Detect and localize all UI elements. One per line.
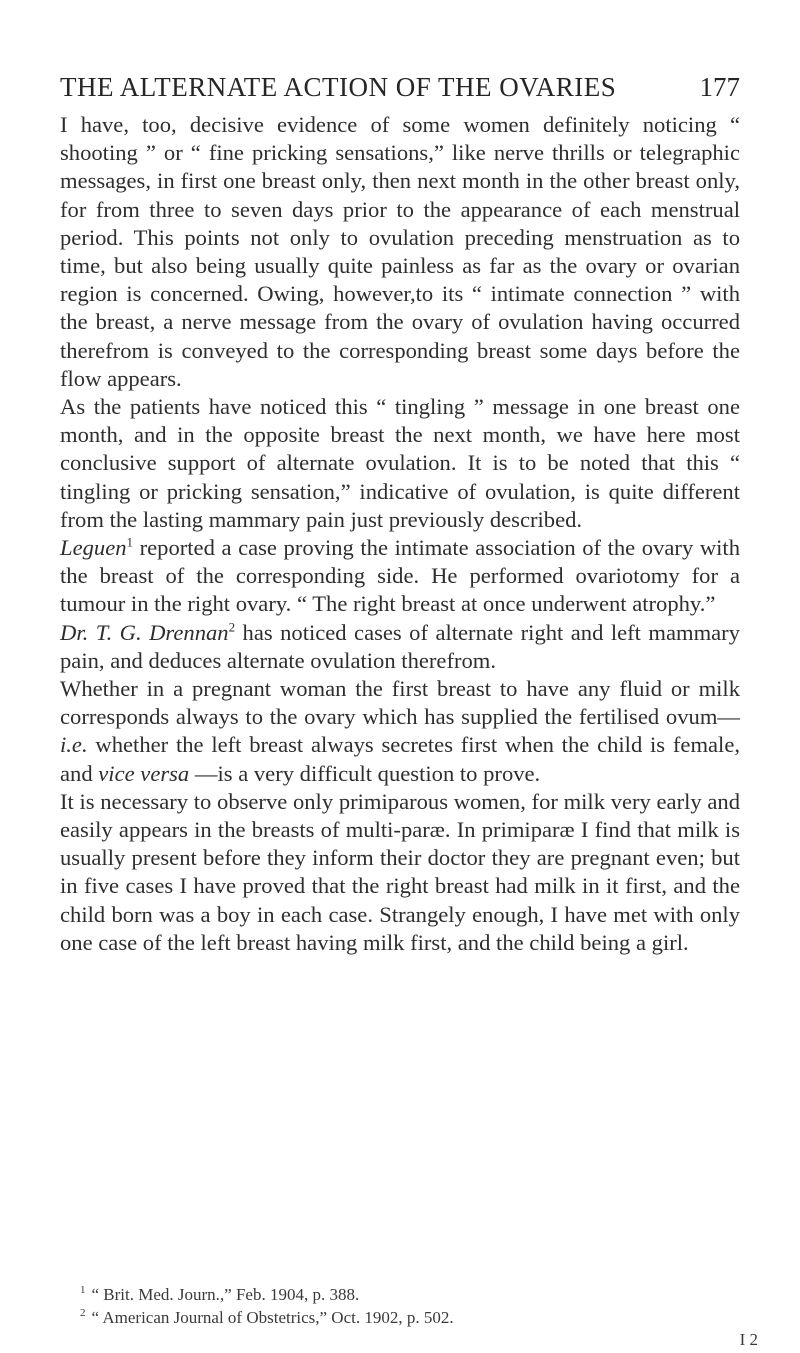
author-drennan: Dr. T. G. Drennan — [60, 619, 229, 645]
paragraph-leguen — [60, 534, 740, 619]
footnote-ref-2: 2 — [228, 619, 236, 635]
page-number: 177 — [699, 72, 740, 102]
author-leguen: Leguen — [60, 535, 127, 561]
book-page — [60, 0, 740, 1353]
paragraph-drennan-text: has noticed cases of alternate right and left mammary pain, and deduces alternate ovulation therefrom. — [60, 619, 741, 673]
paragraph-shooting-sensations: I have, too, decisive evidence of some women definitely noticing “ shooting ” or “ fine pricking sensations,” like nerve thrills or telegraphic messages, in first one breast only, then next month in the other breast only, for from three to seven days prior to the appearance of each menstrual period. This points not only to ovulation preceding menstruation as to time, but also being usually quite painless as far as the ovary or ovarian region is concerned. Owing, however,to its “ intimate connection ” with the breast, a nerve message from the ovary of ovulation having occurred therefrom is conveyed to the corresponding breast some days before the flow appears. — [60, 112, 740, 391]
paragraph-pregnant-a: Whether in a pregnant woman the first breast to have any fluid or milk corresponds always to the ovary which has supplied the fertilised ovum— — [60, 676, 740, 730]
paragraph-pregnant-b: whether the left breast always secretes first when the child is female, and — [60, 732, 740, 786]
footnote-1-text: “ Brit. Med. Journ.,” Feb. 1904, p. 388. — [91, 1285, 360, 1304]
footnote-ref-1: 1 — [126, 534, 134, 550]
term-vice-versa: vice versa — [98, 760, 190, 786]
term-ie: i.e. — [60, 732, 88, 758]
footnote-1-mark: 1 — [80, 1284, 86, 1297]
paragraph-pregnant-c: —is a very difficult question to prove. — [189, 760, 541, 786]
footnote-2 — [80, 1306, 740, 1329]
body-text — [60, 111, 740, 957]
paragraph-leguen-text: reported a case proving the intimate association of the ovary with the breast of the corresponding side. He performed ovariotomy for a tumour in the right ovary. “ The right breast at once underwent atrophy.” — [60, 535, 740, 617]
paragraph-drennan — [60, 619, 740, 675]
signature-mark: I 2 — [739, 1330, 758, 1349]
running-title: THE ALTERNATE ACTION OF THE OVARIES — [60, 72, 617, 102]
footnote-1 — [80, 1283, 740, 1306]
paragraph-tingling-message: As the patients have noticed this “ tingling ” message in one breast one month, and in the opposite breast the next month, we have here most conclusive support of alternate ovulation. It is to be noted that this “ tingling or pricking sensation,” indicative of ovulation, is quite different from the lasting mammary pain just previously described. — [60, 394, 740, 532]
footnotes — [80, 1283, 740, 1329]
footnote-2-text: “ American Journal of Obstetrics,” Oct. 1902, p. 502. — [91, 1308, 454, 1327]
paragraph-pregnant-woman — [60, 675, 740, 788]
footnote-2-mark: 2 — [80, 1307, 86, 1320]
running-head — [60, 72, 740, 106]
paragraph-primiparous: It is necessary to observe only primiparous women, for milk very early and easily appears in the breasts of multi-paræ. In primiparæ I find that milk is usually present before they inform their doctor they are pregnant even; but in five cases I have proved that the right breast had milk in it first, and the child born was a boy in each case. Strangely enough, I have met with only one case of the left breast having milk first, and the child being a girl. — [60, 788, 740, 955]
